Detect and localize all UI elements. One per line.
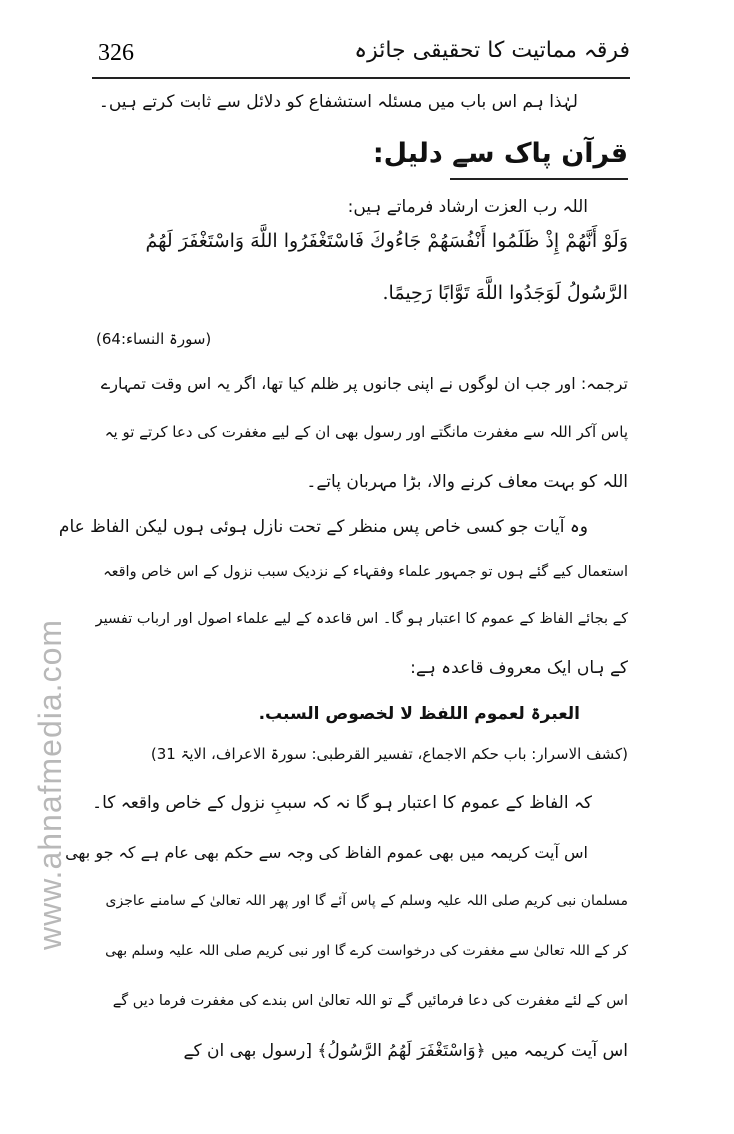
- watermark: www.ahnafmedia.com: [32, 618, 68, 950]
- header-divider: [92, 77, 630, 79]
- paragraph-line: استعمال کیے گئے ہوں تو جمہور علماء وفقہاء کے نزدیک سبب نزول کے اس خاص واقعہ: [103, 564, 628, 580]
- paragraph-line: کر کے اللہ تعالیٰ سے مغفرت کی درخواست کرے گا اور نبی کریم صلی اللہ علیہ وسلم بھی: [105, 943, 628, 959]
- paragraph-line: کے بجائے الفاظ کے عموم کا اعتبار ہو گا۔ اس قاعدہ کے لیے علماء اصول اور ارباب تفسیر: [95, 611, 628, 627]
- explanation-line: کہ الفاظ کے عموم کا اعتبار ہو گا نہ کہ سببِ نزول کے خاص واقعہ کا۔: [92, 793, 592, 813]
- translation-line: ترجمہ: اور جب ان لوگوں نے اپنی جانوں پر ظلم کیا تھا، اگر یہ اس وقت تمہارے: [100, 374, 628, 393]
- paragraph-line: اس کے لئے مغفرت کی دعا فرمائیں گے تو اللہ تعالیٰ اس بندے کی مغفرت فرما دیں گے: [112, 993, 628, 1009]
- translation-line: پاس آکر اللہ سے مغفرت مانگتے اور رسول بھی ان کے لیے مغفرت کی دعا کرتے تو یہ: [104, 423, 628, 441]
- legal-maxim: العبرۃ لعموم اللفظ لا لخصوص السبب.: [258, 704, 580, 724]
- verse-line-1: وَلَوْ أَنَّهُمْ إِذْ ظَلَمُوا أَنْفُسَهُمْ جَاءُوكَ فَاسْتَغْفَرُوا اللَّهَ وَاسْتَغْفَرَ لَهُمُ: [145, 230, 628, 252]
- maxim-reference: (کشف الاسرار: باب حکم الاجماع، تفسیر القرطبی: سورۃ الاعراف، الایۃ 31): [150, 745, 628, 763]
- section-heading: قرآن پاک سے دلیل:: [372, 138, 628, 169]
- page-header: [92, 34, 630, 74]
- paragraph-line: اس آیت کریمہ میں بھی عموم الفاظ کی وجہ سے حکم بھی عام ہے کہ جو بھی: [65, 843, 588, 862]
- verse-line-2: الرَّسُولُ لَوَجَدُوا اللَّهَ تَوَّابًا رَحِيمًا.: [382, 282, 628, 304]
- paragraph-line: کے ہاں ایک معروف قاعدہ ہے:: [410, 658, 628, 678]
- running-title: فرقہ مماتیت کا تحقیقی جائزہ: [354, 38, 630, 63]
- allah-says-line: اللہ رب العزت ارشاد فرماتے ہیں:: [347, 197, 588, 217]
- paragraph-line: اس آیت کریمہ میں ﴿وَاسْتَغْفَرَ لَهُمُ الرَّسُولُ﴾ [رسول بھی ان کے: [183, 1041, 628, 1061]
- translation-line: اللہ کو بہت معاف کرنے والا، بڑا مہربان پاتے۔: [306, 472, 628, 492]
- heading-underline: [450, 178, 628, 180]
- intro-line: لہٰذا ہم اس باب میں مسئلہ استشفاع کو دلائل سے ثابت کرتے ہیں۔: [98, 92, 578, 112]
- page-number: 326: [98, 40, 134, 66]
- verse-reference: (سورۃ النساء:64): [96, 330, 212, 348]
- paragraph-line: وہ آیات جو کسی خاص پس منظر کے تحت نازل ہوئی ہوں لیکن الفاظ عام: [58, 517, 588, 537]
- paragraph-line: مسلمان نبی کریم صلی اللہ علیہ وسلم کے پاس آئے گا اور پھر اللہ تعالیٰ کے سامنے عاجزی: [105, 893, 628, 909]
